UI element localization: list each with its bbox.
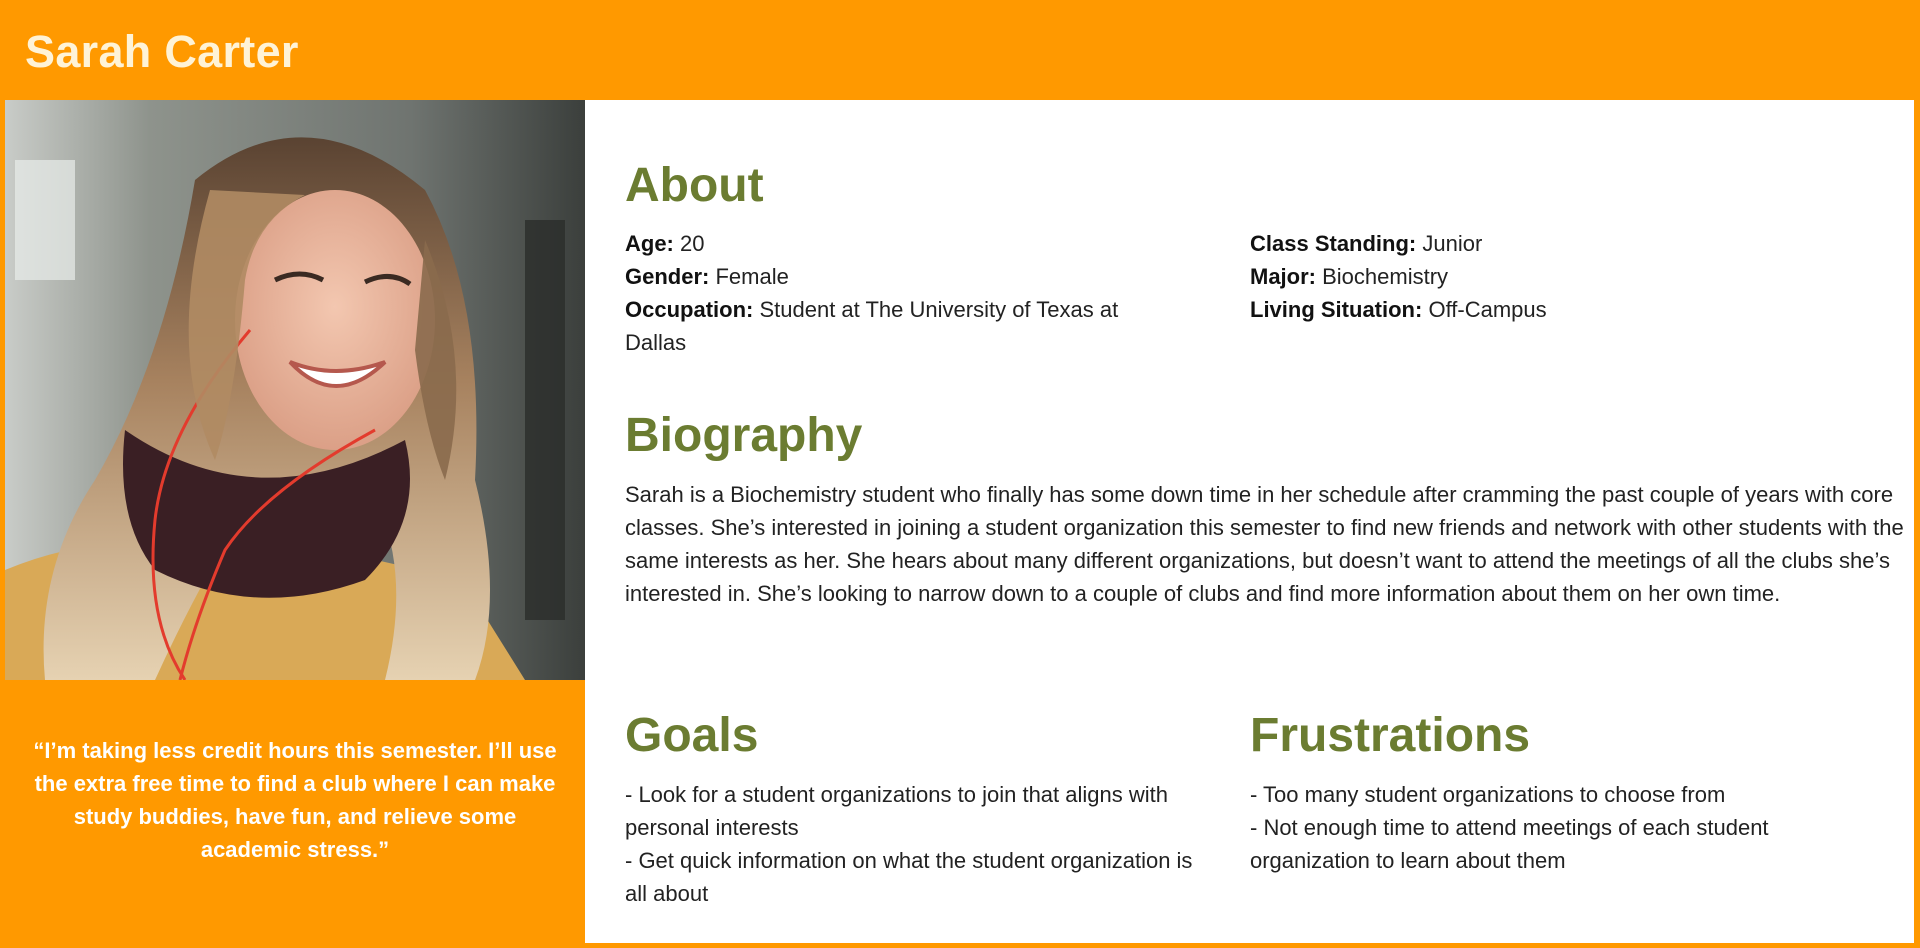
- about-major: [1250, 260, 1850, 293]
- frustrations-item: - Not enough time to attend meetings of each student organization to learn about them: [1250, 815, 1769, 873]
- about-label: Living Situation:: [1250, 297, 1423, 322]
- about-label: Gender:: [625, 264, 710, 289]
- about-living-situation: [1250, 293, 1850, 326]
- about-label: Age:: [625, 231, 674, 256]
- about-label: Major:: [1250, 264, 1316, 289]
- about-right-list: [1250, 227, 1850, 326]
- about-value: Student at The University of Texas at Dallas: [625, 297, 1119, 355]
- about-gender: [625, 260, 1185, 293]
- about-occupation: [625, 293, 1185, 359]
- about-age: [625, 227, 1185, 260]
- persona-photo: [5, 100, 585, 680]
- persona-quote: “I’m taking less credit hours this semester. I’ll use the extra free time to find a club where I can make study buddies, have fun, and relieve some academic stress.”: [33, 738, 557, 862]
- about-value: Female: [715, 264, 789, 289]
- frustrations-heading: Frustrations: [1250, 709, 1531, 762]
- header-bar: [0, 0, 1920, 100]
- frustrations-list: [1250, 778, 1850, 877]
- about-label: Occupation:: [625, 297, 754, 322]
- persona-name: Sarah Carter: [25, 26, 299, 77]
- content-panel: [585, 100, 1914, 943]
- goals-item: - Get quick information on what the student organization is all about: [625, 848, 1193, 906]
- frustrations-item: - Too many student organizations to choose from: [1250, 782, 1726, 807]
- goals-list: [625, 778, 1205, 910]
- about-value: 20: [680, 231, 705, 256]
- biography-heading: Biography: [625, 409, 863, 462]
- about-value: Off-Campus: [1428, 297, 1547, 322]
- about-left-list: [625, 227, 1185, 359]
- about-label: Class Standing:: [1250, 231, 1417, 256]
- quote-box: [5, 680, 585, 943]
- about-class-standing: [1250, 227, 1850, 260]
- about-value: Biochemistry: [1322, 264, 1449, 289]
- goals-item: - Look for a student organizations to join that aligns with personal interests: [625, 782, 1168, 840]
- about-value: Junior: [1422, 231, 1483, 256]
- biography-text: Sarah is a Biochemistry student who finally has some down time in her schedule after cramming the past couple of years with core classes. She’s interested in joining a student organization this semester to find new friends and network with other students with the same interests as her. She hears about many different organizations, but doesn’t want to attend the meetings of all the clubs she’s interested in. She’s looking to narrow down to a couple of clubs and find more information about them on her own time.: [625, 482, 1904, 606]
- about-heading: About: [625, 159, 764, 212]
- goals-heading: Goals: [625, 709, 759, 762]
